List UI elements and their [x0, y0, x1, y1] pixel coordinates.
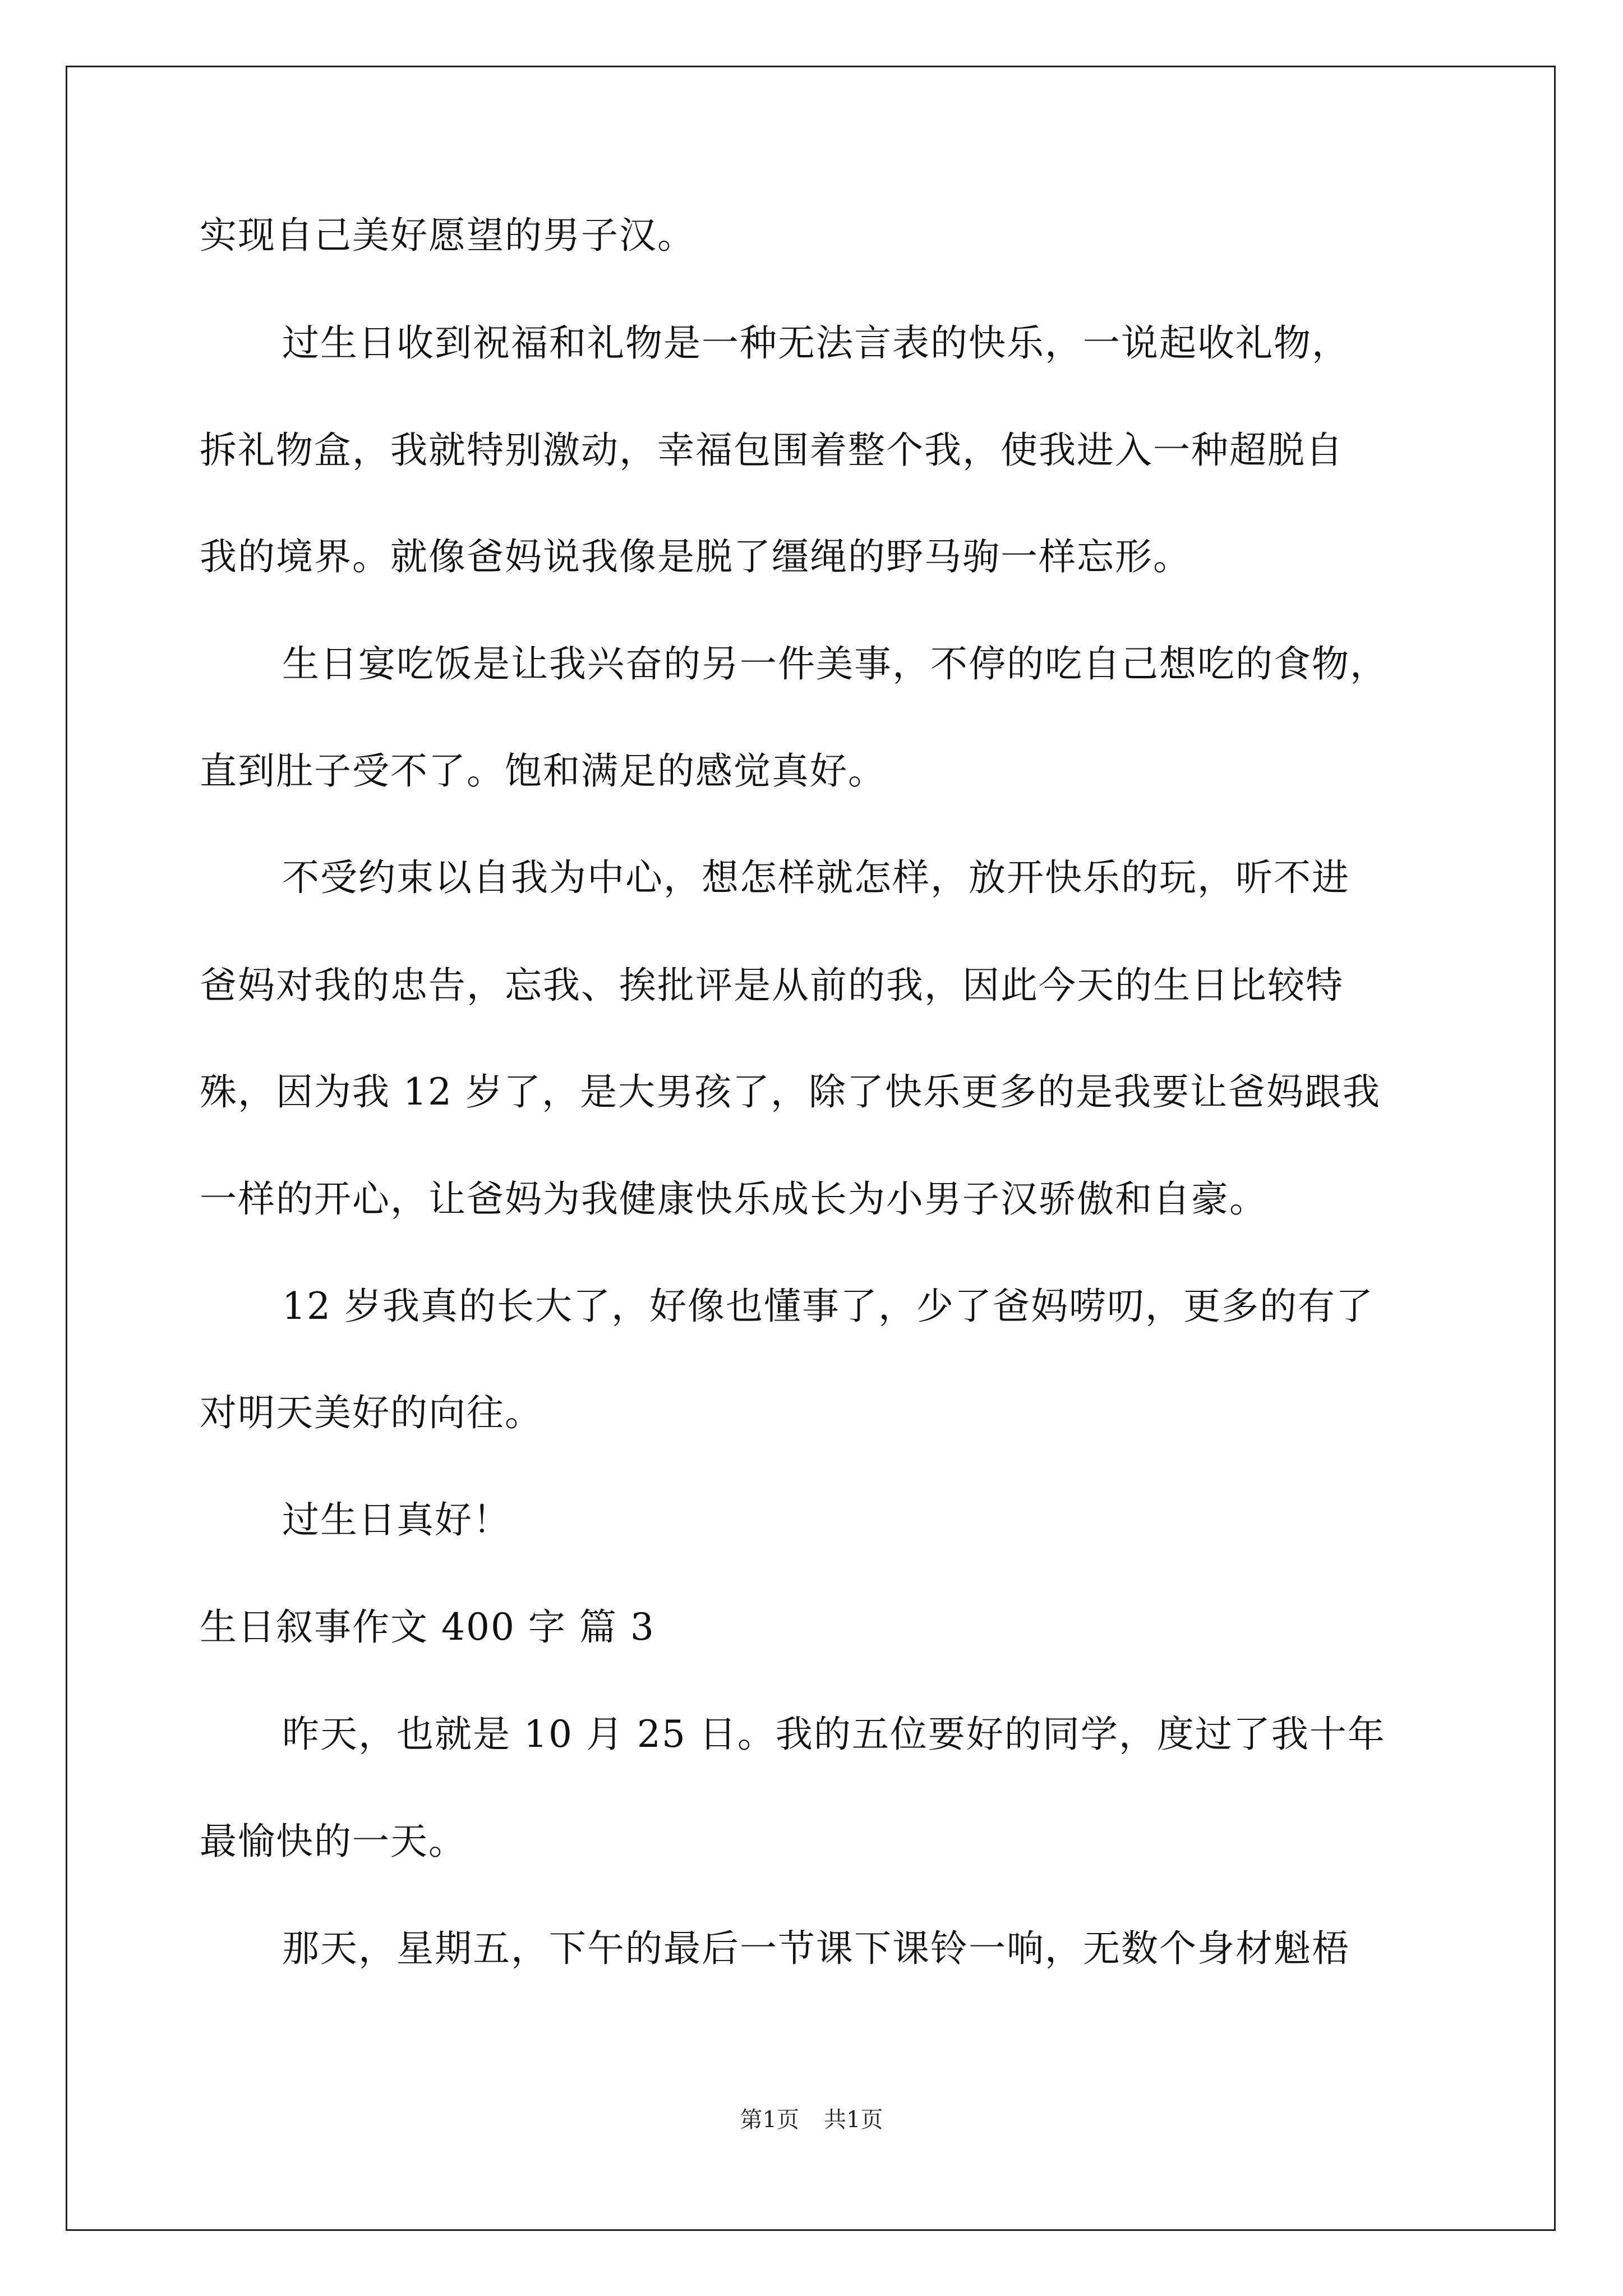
text-line: 昨天，也就是 10 月 25 日。我的五位要好的同学，度过了我十年 [282, 1713, 1386, 1756]
text-line: 那天，星期五，下午的最后一节课下课铃一响，无数个身材魁梧 [282, 1927, 1350, 1970]
text-line: 不受约束以自我为中心，想怎样就怎样，放开快乐的玩，听不进 [282, 856, 1350, 899]
text-line: 拆礼物盒，我就特别激动，幸福包围着整个我，使我进入一种超脱自 [200, 429, 1344, 472]
text-line: 我的境界。就像爸妈说我像是脱了缰绳的野马驹一样忘形。 [200, 535, 1191, 578]
text-line: 直到肚子受不了。饱和满足的感觉真好。 [200, 749, 886, 793]
page-border [66, 66, 1556, 2231]
text-line: 殊，因为我 12 岁了，是大男孩了，除了快乐更多的是我要让爸妈跟我 [200, 1070, 1381, 1114]
text-line: 爸妈对我的忠告，忘我、挨批评是从前的我，因此今天的生日比较特 [200, 964, 1344, 1007]
text-line: 对明天美好的向往。 [200, 1391, 543, 1434]
page-number: 第1页 [740, 2107, 799, 2133]
text-line: 过生日真好！ [282, 1498, 511, 1542]
text-line: 12 岁我真的长大了，好像也懂事了，少了爸妈唠叨，更多的有了 [282, 1285, 1374, 1328]
text-line: 生日宴吃饭是让我兴奋的另一件美事，不停的吃自己想吃的食物， [282, 642, 1388, 685]
text-line: 最愉快的一天。 [200, 1820, 467, 1863]
page-total: 共1页 [824, 2107, 883, 2133]
text-line: 过生日收到祝福和礼物是一种无法言表的快乐，一说起收礼物， [282, 321, 1350, 365]
text-line: 实现自己美好愿望的男子汉。 [200, 214, 695, 257]
section-heading: 生日叙事作文 400 字 篇 3 [200, 1605, 655, 1649]
text-line: 一样的开心，让爸妈为我健康快乐成长为小男子汉骄傲和自豪。 [200, 1177, 1267, 1221]
page-footer [0, 2106, 1623, 2134]
